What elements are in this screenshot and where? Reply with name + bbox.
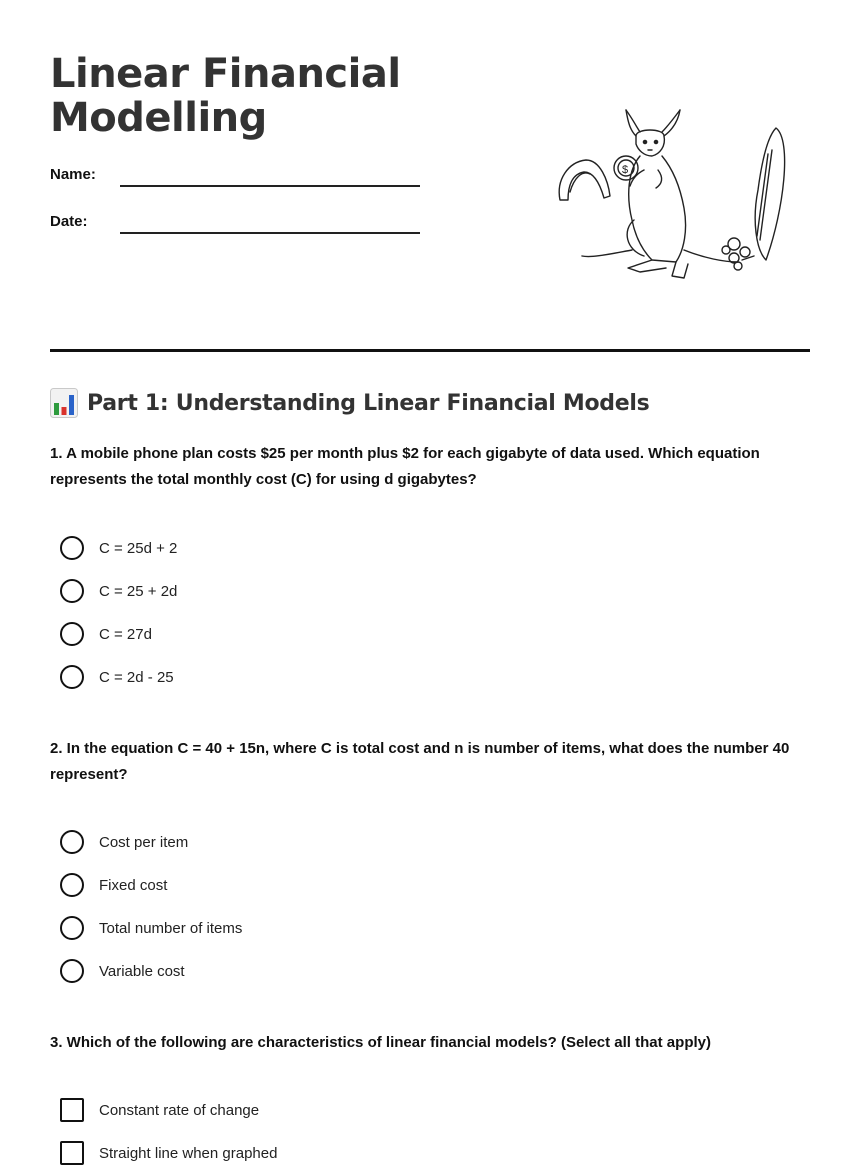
q3-option-a[interactable]: [60, 1097, 259, 1123]
checkbox[interactable]: [60, 1141, 84, 1165]
option-label: Total number of items: [99, 919, 243, 937]
radio-button[interactable]: [60, 622, 84, 646]
q2-option-c[interactable]: [60, 915, 242, 941]
date-input-line[interactable]: [120, 232, 420, 234]
q2-option-b[interactable]: [60, 872, 167, 898]
page-title: [50, 52, 401, 140]
radio-button[interactable]: [60, 536, 84, 560]
header-divider: [50, 349, 810, 352]
q1-option-a[interactable]: [60, 535, 177, 561]
name-label: Name:: [50, 166, 96, 183]
name-field[interactable]: [50, 166, 420, 196]
option-label: C = 27d: [99, 625, 152, 643]
option-label: C = 2d - 25: [99, 668, 174, 686]
radio-button[interactable]: [60, 830, 84, 854]
question-1-text: 1. A mobile phone plan costs $25 per month plus $2 for each gigabyte of data used. Which equation represents the total monthly cost (C) for using d gigabytes?: [50, 445, 760, 488]
name-input-line[interactable]: [120, 185, 420, 187]
date-field[interactable]: [50, 213, 420, 243]
question-2-text: 2. In the equation C = 40 + 15n, where C is total cost and n is number of items, what does the number 40 represent?: [50, 740, 790, 783]
radio-button[interactable]: [60, 916, 84, 940]
option-label: C = 25 + 2d: [99, 582, 178, 600]
q1-option-b[interactable]: [60, 578, 177, 604]
radio-button[interactable]: [60, 873, 84, 897]
title-line-2: Modelling: [50, 95, 267, 141]
option-label: Cost per item: [99, 833, 189, 851]
radio-button[interactable]: [60, 579, 84, 603]
question-3-text: 3. Which of the following are characteristics of linear financial models? (Select all that apply): [50, 1034, 711, 1051]
checkbox[interactable]: [60, 1098, 84, 1122]
radio-button[interactable]: [60, 665, 84, 689]
kangaroo-mascot-icon: [548, 100, 798, 290]
option-label: Variable cost: [99, 962, 185, 980]
option-label: Constant rate of change: [99, 1101, 260, 1119]
svg-text:$: $: [622, 164, 629, 176]
q1-option-d[interactable]: [60, 664, 174, 690]
q2-option-a[interactable]: [60, 829, 188, 855]
section-1-heading: [50, 388, 649, 418]
option-label: C = 25d + 2: [99, 539, 178, 557]
section-1-title: Part 1: Understanding Linear Financial Models: [87, 390, 650, 416]
q2-option-d[interactable]: [60, 958, 185, 984]
option-label: Straight line when graphed: [99, 1144, 278, 1162]
title-line-1: Linear Financial: [50, 51, 401, 97]
option-label: Fixed cost: [99, 876, 168, 894]
q3-option-b[interactable]: [60, 1140, 277, 1166]
q1-option-c[interactable]: [60, 621, 152, 647]
bar-chart-icon: [50, 388, 78, 418]
date-label: Date:: [50, 213, 88, 230]
radio-button[interactable]: [60, 959, 84, 983]
